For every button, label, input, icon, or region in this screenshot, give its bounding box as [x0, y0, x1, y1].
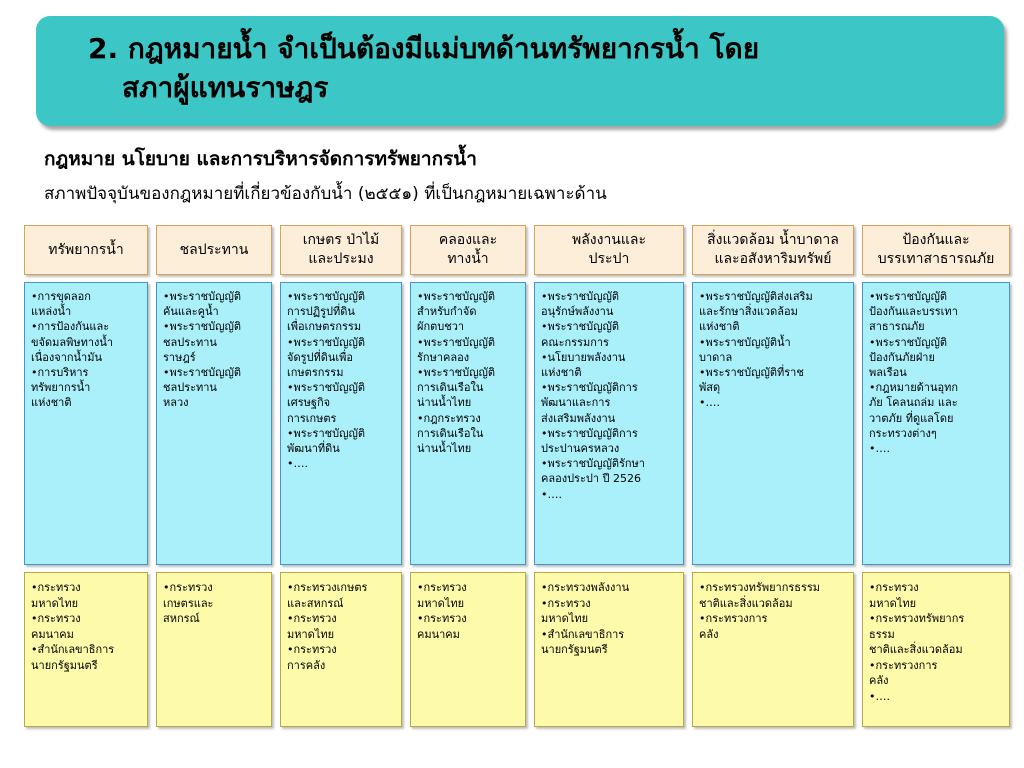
cell-line: คมนาคม — [417, 627, 460, 641]
header-text: เกษตร ป่าไม้ — [302, 232, 380, 248]
cell-line: •กระทรวงเกษตร — [287, 581, 368, 594]
laws-cell — [534, 282, 684, 565]
cell-line: เพื่อเกษตรกรรม — [287, 320, 362, 334]
cell-line: คันและคูน้ำ — [163, 305, 219, 319]
cell-line: •กระทรวง — [417, 612, 467, 625]
cell-line: คลัง — [869, 674, 889, 687]
cell-line: •…. — [869, 689, 890, 703]
cell-line: •พระราชบัญญัติ — [287, 290, 365, 303]
section-subline: สภาพปัจจุบันของกฎหมายที่เกี่ยวข้องกับน้ำ (๒๕๕๑) ที่เป็นกฎหมายเฉพาะด้าน — [44, 184, 607, 204]
cell-line: •พระราชบัญญัติการ — [541, 426, 638, 440]
cell-line: •พระราชบัญญัติ — [417, 366, 495, 380]
cell-line: การปฏิรูปที่ดิน — [287, 305, 355, 319]
cell-line: คมนาคม — [31, 627, 74, 641]
cell-line: น่านน้ำไทย — [417, 442, 472, 456]
cell-line: •พระราชบัญญัติการ — [541, 381, 638, 395]
cell-line: •กระทรวงพลังงาน — [541, 581, 630, 594]
title-line-1: 2. กฎหมายน้ำ จำเป็นต้องมีแม่บทด้านทรัพยากรน้ำ โดย — [88, 32, 760, 65]
cell-line: มหาดไทย — [31, 596, 79, 610]
cell-line: •กระทรวง — [287, 612, 337, 625]
cell-line: อนุรักษ์พลังงาน — [541, 305, 614, 319]
laws-cell — [156, 282, 272, 565]
cell-line: •พระราชบัญญัติ — [869, 335, 947, 349]
cell-line: •พระราชบัญญัติรักษา — [541, 457, 645, 471]
column-header — [280, 225, 402, 275]
cell-line: •พระราชบัญญัติ — [163, 290, 241, 303]
cell-line: และสหกรณ์ — [287, 596, 344, 610]
cell-line: •กระทรวง — [541, 596, 591, 610]
cell-line: บาดาล — [699, 350, 733, 364]
cell-line: สำหรับกำจัด — [417, 305, 477, 319]
cell-line: ป้องกันภัยฝ่าย — [869, 350, 935, 364]
cell-line: พลเรือน — [869, 366, 907, 380]
column-header — [692, 225, 854, 275]
cell-line: •…. — [699, 396, 720, 410]
cell-line: รักษาคลอง — [417, 350, 470, 364]
laws-cell — [862, 282, 1010, 565]
laws-cell — [280, 282, 402, 565]
cell-line: •พระราชบัญญัติน้ำ — [699, 335, 791, 349]
cell-line: กระทรวงต่างๆ — [869, 426, 937, 440]
cell-line: คลองประปา ปี 2526 — [541, 472, 642, 486]
cell-line: มหาดไทย — [287, 627, 335, 641]
cell-line: •กระทรวง — [869, 581, 919, 594]
cell-line: •สำนักเลขาธิการ — [31, 643, 115, 656]
cell-line: การเดินเรือใน — [417, 426, 484, 440]
cell-line: การเดินเรือใน — [417, 381, 484, 395]
cell-line: •กระทรวงการ — [869, 658, 938, 672]
title-banner — [36, 16, 1004, 126]
agencies-cell — [24, 572, 148, 727]
cell-line: แห่งชาติ — [699, 320, 740, 334]
cell-line: •นโยบายพลังงาน — [541, 350, 626, 364]
cell-line: •พระราชบัญญัติ — [163, 366, 241, 380]
agencies-cell — [692, 572, 854, 727]
agencies-cell — [410, 572, 526, 727]
cell-line: ประปานครหลวง — [541, 442, 620, 456]
cell-line: แห่งชาติ — [541, 366, 582, 380]
agencies-cell — [862, 572, 1010, 727]
agencies-cell — [156, 572, 272, 727]
header-text: และประมง — [308, 251, 374, 267]
column-header — [862, 225, 1010, 275]
header-text: ประปา — [588, 251, 630, 267]
cell-line: เกษตรและ — [163, 596, 214, 610]
header-text: ป้องกันและ — [902, 232, 970, 248]
header-text: และอสังหาริมทรัพย์ — [714, 251, 832, 267]
column-header — [410, 225, 526, 275]
cell-line: •…. — [869, 442, 890, 456]
cell-line: •พระราชบัญญัติ — [287, 335, 365, 349]
cell-line: •กระทรวง — [31, 612, 81, 625]
header-text: บรรเทาสาธารณภัย — [877, 251, 995, 267]
cell-line: สาธารณภัย — [869, 320, 925, 334]
cell-line: คลัง — [699, 627, 719, 641]
laws-cell — [692, 282, 854, 565]
cell-line: พัฒนาที่ดิน — [287, 442, 340, 456]
cell-line: จัดรูปที่ดินเพื่อ — [287, 350, 354, 364]
agencies-cell — [280, 572, 402, 727]
cell-line: •กระทรวง — [287, 643, 337, 656]
cell-line: •พระราชบัญญัติ — [541, 290, 619, 303]
cell-line: ป้องกันและบรรเทา — [869, 305, 958, 319]
cell-line: การคลัง — [287, 658, 326, 672]
cell-line: •…. — [541, 487, 562, 501]
agencies-cell — [534, 572, 684, 727]
cell-line: •พระราชบัญญัติ — [287, 381, 365, 395]
cell-line: มหาดไทย — [869, 596, 917, 610]
cell-line: สหกรณ์ — [163, 612, 200, 625]
cell-line: •…. — [287, 457, 308, 471]
column-header — [24, 225, 148, 275]
cell-line: •พระราชบัญญัติ — [417, 290, 495, 303]
cell-line: ชาติและสิ่งแวดล้อม — [699, 596, 793, 610]
cell-line: ขจัดมลพิษทางน้ำ — [31, 335, 114, 349]
cell-line: •กฎหมายด้านอุทก — [869, 381, 959, 395]
header-text: คลองและ — [438, 232, 498, 248]
cell-line: เกษตรกรรม — [287, 366, 344, 380]
cell-line: ทรัพยากรน้ำ — [31, 381, 91, 395]
cell-line: พัฒนาและการ — [541, 396, 611, 410]
cell-line: •พระราชบัญญัติ — [417, 335, 495, 349]
cell-line: น่านน้ำไทย — [417, 396, 472, 410]
cell-line: นายกรัฐมนตรี — [31, 658, 98, 672]
cell-line: •พระราชบัญญัติ — [163, 320, 241, 334]
cell-line: •พระราชบัญญัติ — [869, 290, 947, 303]
cell-line: •กระทรวงการ — [699, 612, 768, 625]
column-header — [534, 225, 684, 275]
cell-line: •กระทรวง — [31, 581, 81, 594]
header-text: ชลประทาน — [179, 241, 249, 258]
cell-line: การเกษตร — [287, 411, 337, 425]
cell-line: •การบริหาร — [31, 366, 89, 380]
cell-line: ธรรม — [869, 627, 895, 641]
cell-line: ชลประทาน — [163, 335, 217, 349]
laws-cell — [24, 282, 148, 565]
cell-line: •พระราชบัญญัติ — [287, 426, 365, 440]
header-text: สิ่งแวดล้อม น้ำบาดาล — [707, 232, 839, 248]
title-line-2: สภาผู้แทนราษฎร — [122, 71, 329, 104]
cell-line: ส่งเสริมพลังงาน — [541, 411, 616, 425]
cell-line: ภัย โคลนถล่ม และ — [869, 396, 958, 410]
cell-line: ชลประทาน — [163, 381, 217, 395]
cell-line: ราษฎร์ — [163, 350, 196, 364]
cell-line: •พระราชบัญญัติ — [541, 320, 619, 334]
cell-line: •สำนักเลขาธิการ — [541, 627, 625, 641]
cell-line: เนื่องจากน้ำมัน — [31, 350, 103, 364]
cell-line: ผักตบชวา — [417, 320, 465, 334]
cell-line: •การป้องกันและ — [31, 320, 110, 334]
cell-line: ชาติและสิ่งแวดล้อม — [869, 643, 963, 656]
header-text: พลังงานและ — [571, 232, 647, 248]
section-heading: กฎหมาย นโยบาย และการบริหารจัดการทรัพยากรน้ำ — [44, 148, 477, 170]
cell-line: •การขุดลอก — [31, 290, 91, 303]
cell-line: พัสดุ — [699, 381, 721, 395]
cell-line: •กระทรวง — [417, 581, 467, 594]
cell-line: •กฎกระทรวง — [417, 411, 481, 425]
cell-line: •กระทรวงทรัพยากรธรรม — [699, 581, 821, 594]
cell-line: และรักษาสิ่งแวดล้อม — [699, 305, 798, 319]
header-text: ทรัพยากรน้ำ — [48, 241, 124, 258]
cell-line: หลวง — [163, 396, 189, 410]
cell-line: วาตภัย ที่ดูแลโดย — [869, 411, 954, 425]
laws-cell — [410, 282, 526, 565]
cell-line: นายกรัฐมนตรี — [541, 643, 608, 656]
cell-line: •พระราชบัญญัติที่ราช — [699, 366, 804, 380]
header-text: ทางน้ำ — [447, 251, 489, 267]
cell-line: คณะกรรมการ — [541, 335, 609, 349]
cell-line: แห่งชาติ — [31, 396, 72, 410]
cell-line: •พระราชบัญญัติส่งเสริม — [699, 290, 813, 303]
cell-line: เศรษฐกิจ — [287, 396, 331, 410]
cell-line: •กระทรวง — [163, 581, 213, 594]
cell-line: แหล่งน้ำ — [31, 305, 72, 319]
cell-line: มหาดไทย — [541, 612, 589, 625]
column-header — [156, 225, 272, 275]
cell-line: มหาดไทย — [417, 596, 465, 610]
cell-line: •กระทรวงทรัพยากร — [869, 612, 965, 625]
